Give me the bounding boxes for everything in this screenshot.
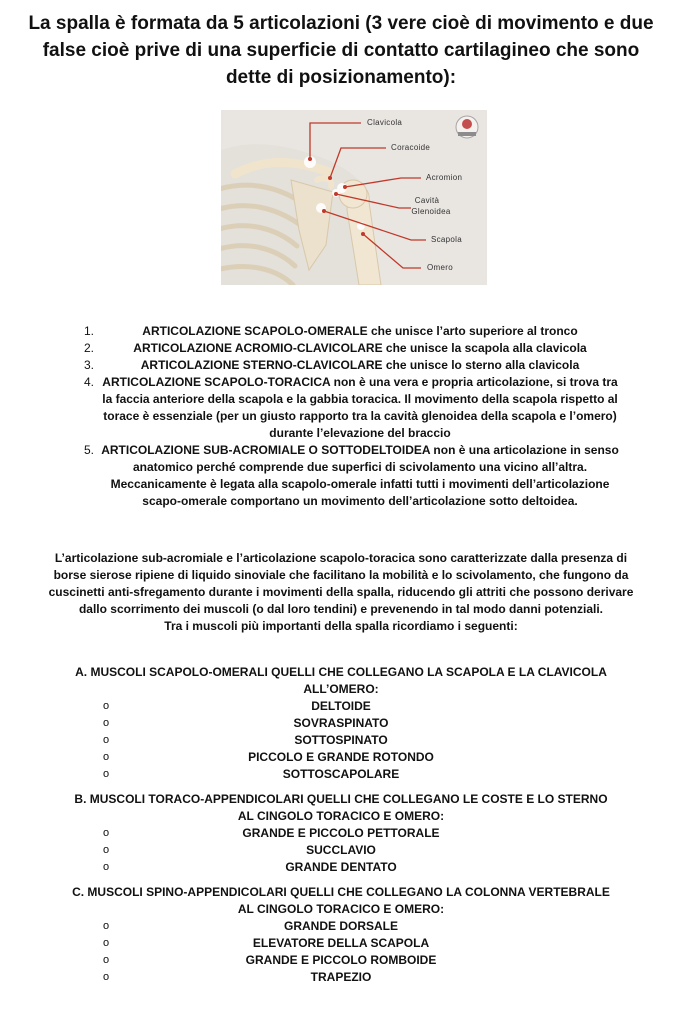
articulation-description: non è una vera e propria articolazione, si trova tra la faccia anteriore della scapola e la gabbia toracica. Il movimento della scapola rispetto al torace è essenziale (per un giusto rapporto tra la cavità glenoidea della scapola e l’omero) durante l’elevazione del braccio [102, 375, 618, 440]
bullet-icon: o [103, 971, 110, 983]
list-item: o SOVRASPINATO [103, 716, 389, 730]
list-item: o SUCCLAVIO [103, 843, 376, 857]
articulation-title: ARTICOLAZIONE SUB-ACROMIALE O SOTTODELTOIDEA [101, 443, 431, 457]
bullet-icon: o [103, 954, 110, 966]
label-cavita-1: Cavità [414, 196, 440, 205]
articulation-title: ARTICOLAZIONE STERNO-CLAVICOLARE che unisce lo sterno alla clavicola [140, 358, 580, 372]
list-item: o GRANDE DENTATO [103, 860, 397, 874]
body-paragraph [38, 550, 644, 635]
bullet-icon: o [103, 734, 110, 746]
list-number: 1. [84, 324, 95, 338]
bullet-icon: o [103, 768, 110, 780]
articulation-description: non è una articolazione in senso anatomico perché comprende due superfici di scivolamento una vicino all’altra. Meccanicamente è legata alla scapolo-omerale infatti tutti i movimenti dell’articolazione scapo-omerale comportano un movimento dell’articolazione sotto deltoidea. [110, 443, 619, 508]
list-number: 2. [84, 341, 95, 355]
bullet-icon: o [103, 827, 110, 839]
group-title-a: A. MUSCOLI SCAPOLO-OMERALI QUELLI CHE COLLEGANO LA SCAPOLA E LA CLAVICOLA ALL’OMERO: [75, 665, 607, 696]
list-item: o PICCOLO E GRANDE ROTONDO [103, 750, 434, 764]
label-cavita-2: Glenoidea [411, 207, 451, 216]
shoulder-anatomy-figure [221, 110, 487, 285]
list-item: o SOTTOSCAPOLARE [103, 767, 400, 781]
list-item [0, 323, 682, 340]
bullet-icon: o [103, 717, 110, 729]
list-item: o GRANDE E PICCOLO PETTORALE [103, 826, 440, 840]
articulation-title: ARTICOLAZIONE SCAPOLO-TORACICA [102, 375, 331, 389]
page-title: La spalla è formata da 5 articolazioni (3 vere cioè di movimento e due false cioè prive di una superficie di contatto cartilagineo che sono dette di posizionamento): [28, 13, 654, 88]
label-coracoide: Coracoide [391, 143, 431, 152]
list-item [0, 340, 682, 357]
label-omero: Omero [427, 263, 453, 272]
bullet-icon: o [103, 700, 110, 712]
list-item: o DELTOIDE [103, 699, 371, 713]
list-item: o SOTTOSPINATO [103, 733, 388, 747]
list-item: o GRANDE E PICCOLO ROMBOIDE [103, 953, 437, 967]
list-item [0, 442, 682, 510]
list-number: 3. [84, 358, 95, 372]
paragraph-text: L’articolazione sub-acromiale e l’articolazione scapolo-toracica sono caratterizzate dalla presenza di borse sierose ripiene di liquido sinoviale che facilitano la mobilità e lo scivolamento, che fungono da cuscinetti anti-sfregamento durante i movimenti della spalla, riducendo gli attriti che possono derivare dallo scorrimento dei muscoli (o dal loro tendini) e prevenendo in tal modo danni potenziali. [48, 551, 634, 616]
list-item [0, 374, 682, 442]
articulations-list [0, 323, 682, 510]
muscle-groups [0, 664, 682, 986]
list-number: 4. [84, 375, 95, 389]
bullet-icon: o [103, 844, 110, 856]
label-acromion: Acromion [426, 173, 463, 182]
paragraph-intro-muscles: Tra i muscoli più importanti della spalla ricordiamo i seguenti: [164, 619, 518, 633]
list-item: o TRAPEZIO [103, 970, 372, 984]
list-number: 5. [84, 443, 95, 457]
articulation-title: ARTICOLAZIONE SCAPOLO-OMERALE che unisce l’arto superiore al tronco [142, 324, 578, 338]
group-title-c: C. MUSCOLI SPINO-APPENDICOLARI QUELLI CHE COLLEGANO LA COLONNA VERTEBRALE AL CINGOLO TORACICO E OMERO: [72, 885, 610, 916]
group-title-b: B. MUSCOLI TORACO-APPENDICOLARI QUELLI CHE COLLEGANO LE COSTE E LO STERNO AL CINGOLO TORACICO E OMERO: [74, 792, 608, 823]
list-item: o GRANDE DORSALE [103, 919, 398, 933]
label-scapola: Scapola [431, 235, 463, 244]
list-item [0, 357, 682, 374]
label-clavicola: Clavicola [367, 118, 403, 127]
bullet-icon: o [103, 751, 110, 763]
bullet-icon: o [103, 861, 110, 873]
articulation-title: ARTICOLAZIONE ACROMIO-CLAVICOLARE che unisce la scapola alla clavicola [133, 341, 587, 355]
list-item: o ELEVATORE DELLA SCAPOLA [103, 936, 430, 950]
bullet-icon: o [103, 937, 110, 949]
bullet-icon: o [103, 920, 110, 932]
